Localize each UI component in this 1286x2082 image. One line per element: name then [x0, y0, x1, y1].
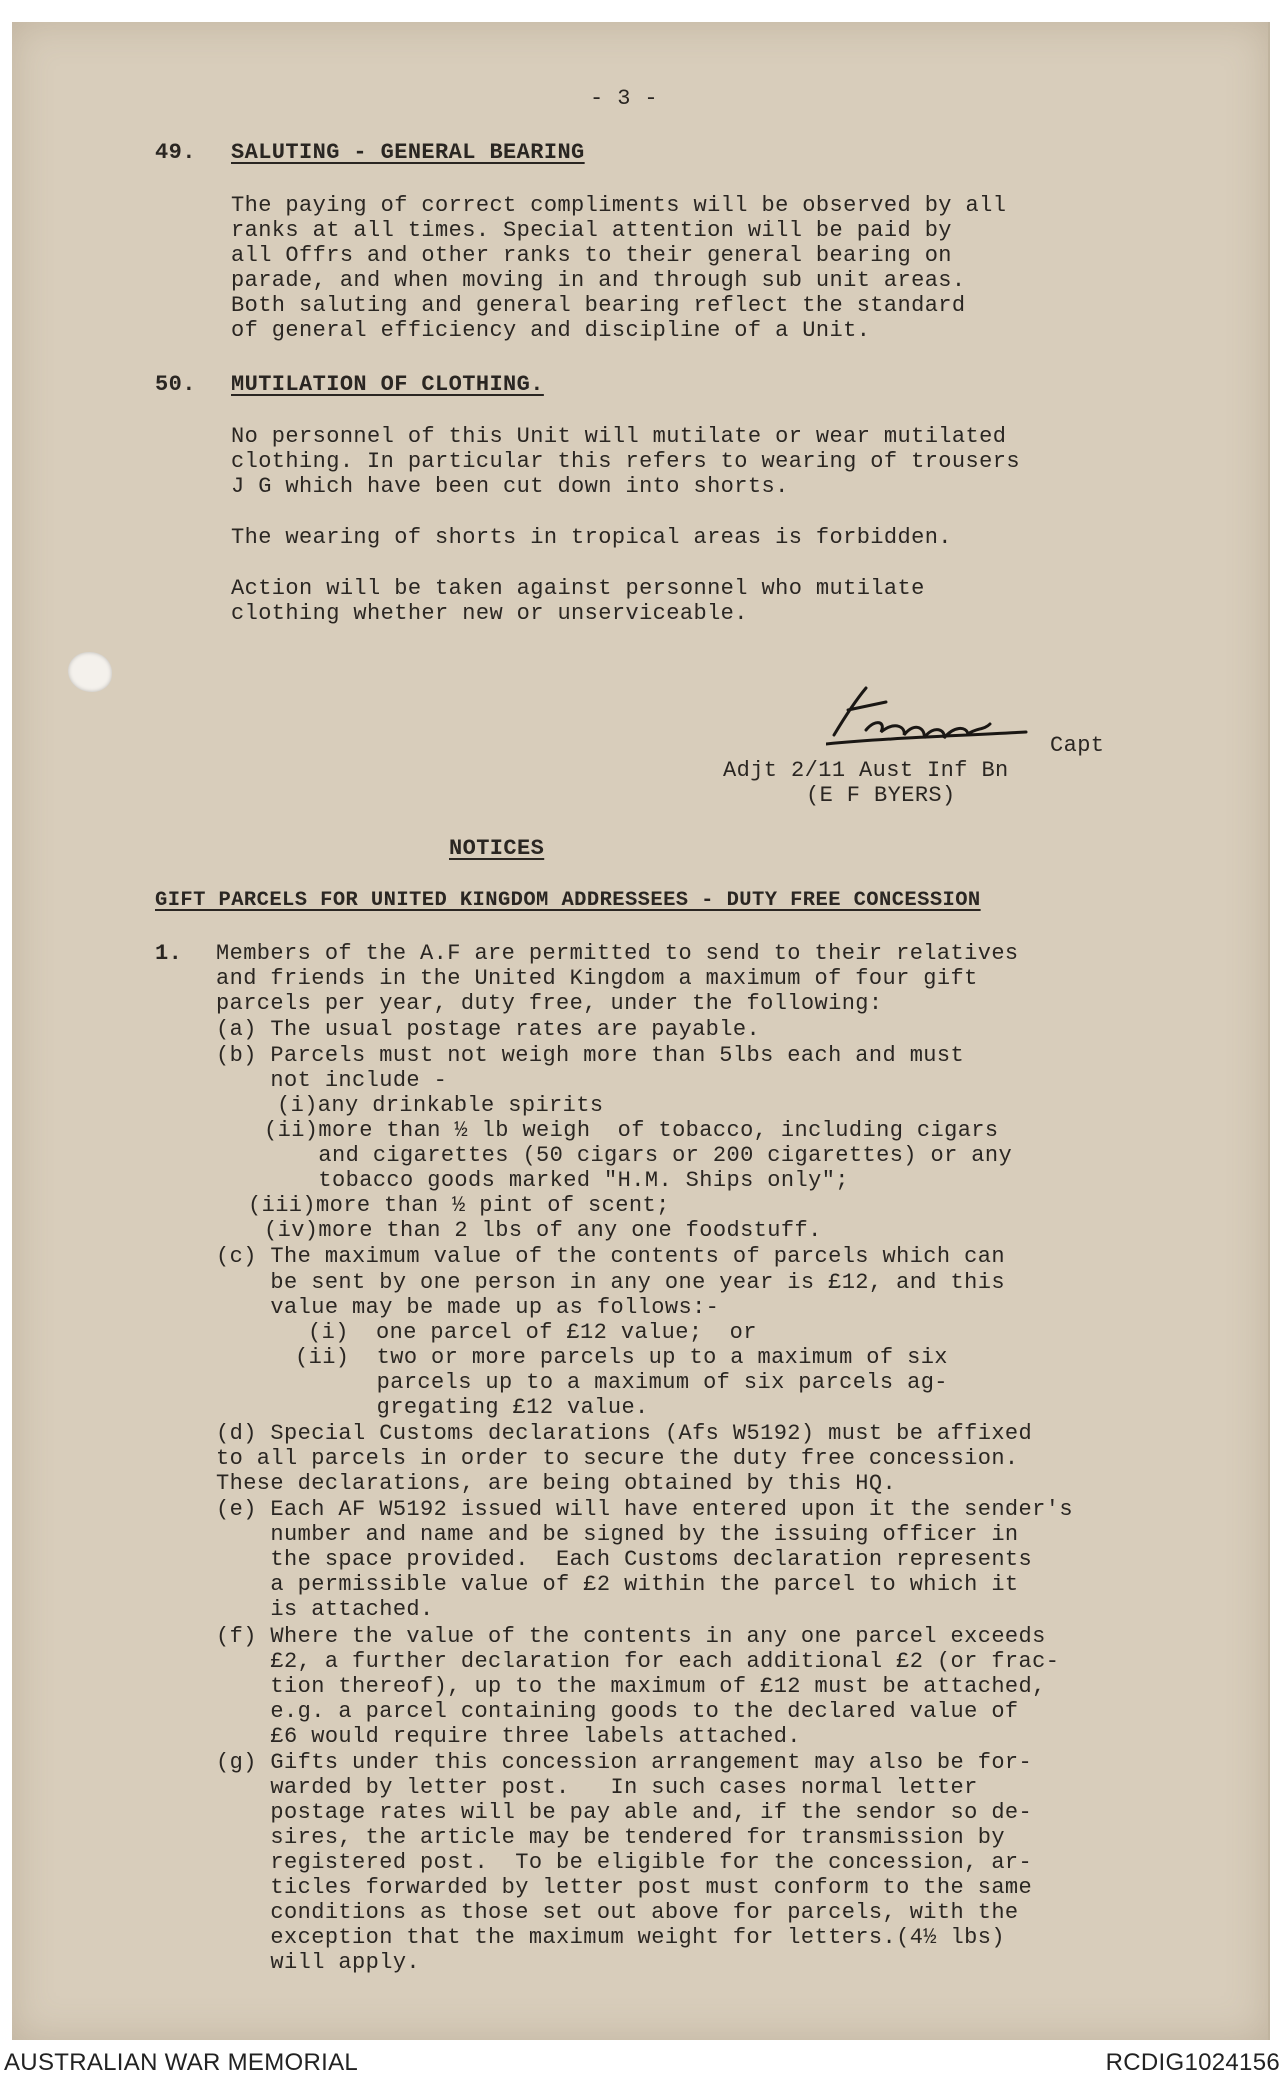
notice-clause-g: postage rates will be pay able and, if the sendor so de-: [216, 1800, 1033, 1825]
footer-record-id: RCDIG1024156: [1105, 2049, 1280, 2076]
notice-clause-g: exception that the maximum weight for letters.(4½ lbs): [216, 1925, 1005, 1950]
notice-subclause: (i) one parcel of £12 value; or: [308, 1320, 757, 1345]
signature-name: (E F BYERS): [806, 783, 956, 808]
section-50-line: clothing whether new or unserviceable.: [231, 601, 748, 626]
notice-clause-a: (a) The usual postage rates are payable.: [216, 1017, 761, 1042]
notice-clause-c: (c) The maximum value of the contents of parcels which can: [216, 1244, 1005, 1269]
notice-subclause: tobacco goods marked "H.M. Ships only";: [264, 1168, 849, 1193]
section-50-line: Action will be taken against personnel who mutilate: [231, 576, 925, 601]
notice-clause-g: will apply.: [216, 1950, 421, 1975]
notice-clause-d: to all parcels in order to secure the duty free concession.: [216, 1446, 1019, 1471]
notice-clause-g: registered post. To be eligible for the concession, ar-: [216, 1850, 1033, 1875]
notice-clause-e: (e) Each AF W5192 issued will have entered upon it the sender's: [216, 1497, 1073, 1522]
section-49-number: 49.: [155, 140, 196, 165]
section-50-heading: MUTILATION OF CLOTHING.: [231, 372, 544, 397]
notice-subclause: and cigarettes (50 cigars or 200 cigarettes) or any: [264, 1143, 1013, 1168]
notice-clause-g: ticles forwarded by letter post must conform to the same: [216, 1875, 1033, 1900]
notice-subclause: (ii) two or more parcels up to a maximum of six: [295, 1345, 948, 1370]
notice-line: Members of the A.F are permitted to send to their relatives: [216, 941, 1019, 966]
notice-clause-f: e.g. a parcel containing goods to the declared value of: [216, 1699, 1019, 1724]
section-50-line: The wearing of shorts in tropical areas is forbidden.: [231, 525, 952, 550]
notice-line: and friends in the United Kingdom a maximum of four gift: [216, 966, 978, 991]
section-49-line: of general efficiency and discipline of a Unit.: [231, 318, 871, 343]
notice-clause-f: tion thereof), up to the maximum of £12 must be attached,: [216, 1674, 1046, 1699]
notice-subclause: parcels up to a maximum of six parcels ag-: [295, 1370, 948, 1395]
section-50-line: No personnel of this Unit will mutilate or wear mutilated: [231, 424, 1007, 449]
notices-title: NOTICES: [449, 836, 545, 861]
section-50-line: clothing. In particular this refers to wearing of trousers: [231, 449, 1020, 474]
notice-subclause: (iii)more than ½ pint of scent;: [248, 1193, 670, 1218]
notice-subclause: (iv)more than 2 lbs of any one foodstuff.: [264, 1218, 822, 1243]
signature-role: Adjt 2/11 Aust Inf Bn: [723, 758, 1009, 783]
notice-item-number: 1.: [155, 941, 183, 966]
section-50-line: J G which have been cut down into shorts.: [231, 474, 789, 499]
signature-rank: Capt: [1050, 733, 1105, 758]
notice-clause-f: £2, a further declaration for each additional £2 (or frac-: [216, 1649, 1060, 1674]
notice-clause-e: the space provided. Each Customs declaration represents: [216, 1547, 1033, 1572]
section-49-line: all Offrs and other ranks to their general bearing on: [231, 243, 952, 268]
notice-clause-g: warded by letter post. In such cases normal letter: [216, 1775, 978, 1800]
section-49-heading: SALUTING - GENERAL BEARING: [231, 140, 585, 165]
notice-clause-e: number and name and be signed by the issuing officer in: [216, 1522, 1019, 1547]
notice-clause-c: be sent by one person in any one year is £12, and this: [216, 1270, 1005, 1295]
notice-clause-g: conditions as those set out above for parcels, with the: [216, 1900, 1019, 1925]
notice-subclause: (ii)more than ½ lb weigh of tobacco, including cigars: [264, 1118, 999, 1143]
notice-clause-f: £6 would require three labels attached.: [216, 1724, 801, 1749]
notice-clause-b: (b) Parcels must not weigh more than 5lbs each and must: [216, 1043, 965, 1068]
section-49-line: Both saluting and general bearing reflect the standard: [231, 293, 966, 318]
notice-clause-e: is attached.: [216, 1597, 434, 1622]
notice-clause-f: (f) Where the value of the contents in any one parcel exceeds: [216, 1624, 1046, 1649]
notice-clause-g: (g) Gifts under this concession arrangement may also be for-: [216, 1750, 1033, 1775]
section-49-line: parade, and when moving in and through sub unit areas.: [231, 268, 966, 293]
notice-subclause: gregating £12 value.: [295, 1395, 649, 1420]
notice-subclause: (i)any drinkable spirits: [277, 1093, 604, 1118]
notices-heading: GIFT PARCELS FOR UNITED KINGDOM ADDRESSEES - DUTY FREE CONCESSION: [155, 889, 981, 912]
section-49-line: The paying of correct compliments will be observed by all: [231, 193, 1007, 218]
notice-clause-c: value may be made up as follows:-: [216, 1295, 720, 1320]
notice-clause-e: a permissible value of £2 within the parcel to which it: [216, 1572, 1019, 1597]
section-50-number: 50.: [155, 372, 196, 397]
page-number: - 3 -: [590, 86, 659, 111]
notice-clause-g: sires, the article may be tendered for transmission by: [216, 1825, 1005, 1850]
notice-clause-b: not include -: [216, 1068, 448, 1093]
handwritten-signature: [826, 680, 1056, 750]
footer-institution: AUSTRALIAN WAR MEMORIAL: [4, 2049, 359, 2076]
section-49-line: ranks at all times. Special attention will be paid by: [231, 218, 952, 243]
notice-clause-d: (d) Special Customs declarations (Afs W5192) must be affixed: [216, 1421, 1033, 1446]
notice-line: parcels per year, duty free, under the following:: [216, 991, 883, 1016]
punch-hole: [68, 652, 112, 692]
notice-clause-d: These declarations, are being obtained by this HQ.: [216, 1471, 897, 1496]
